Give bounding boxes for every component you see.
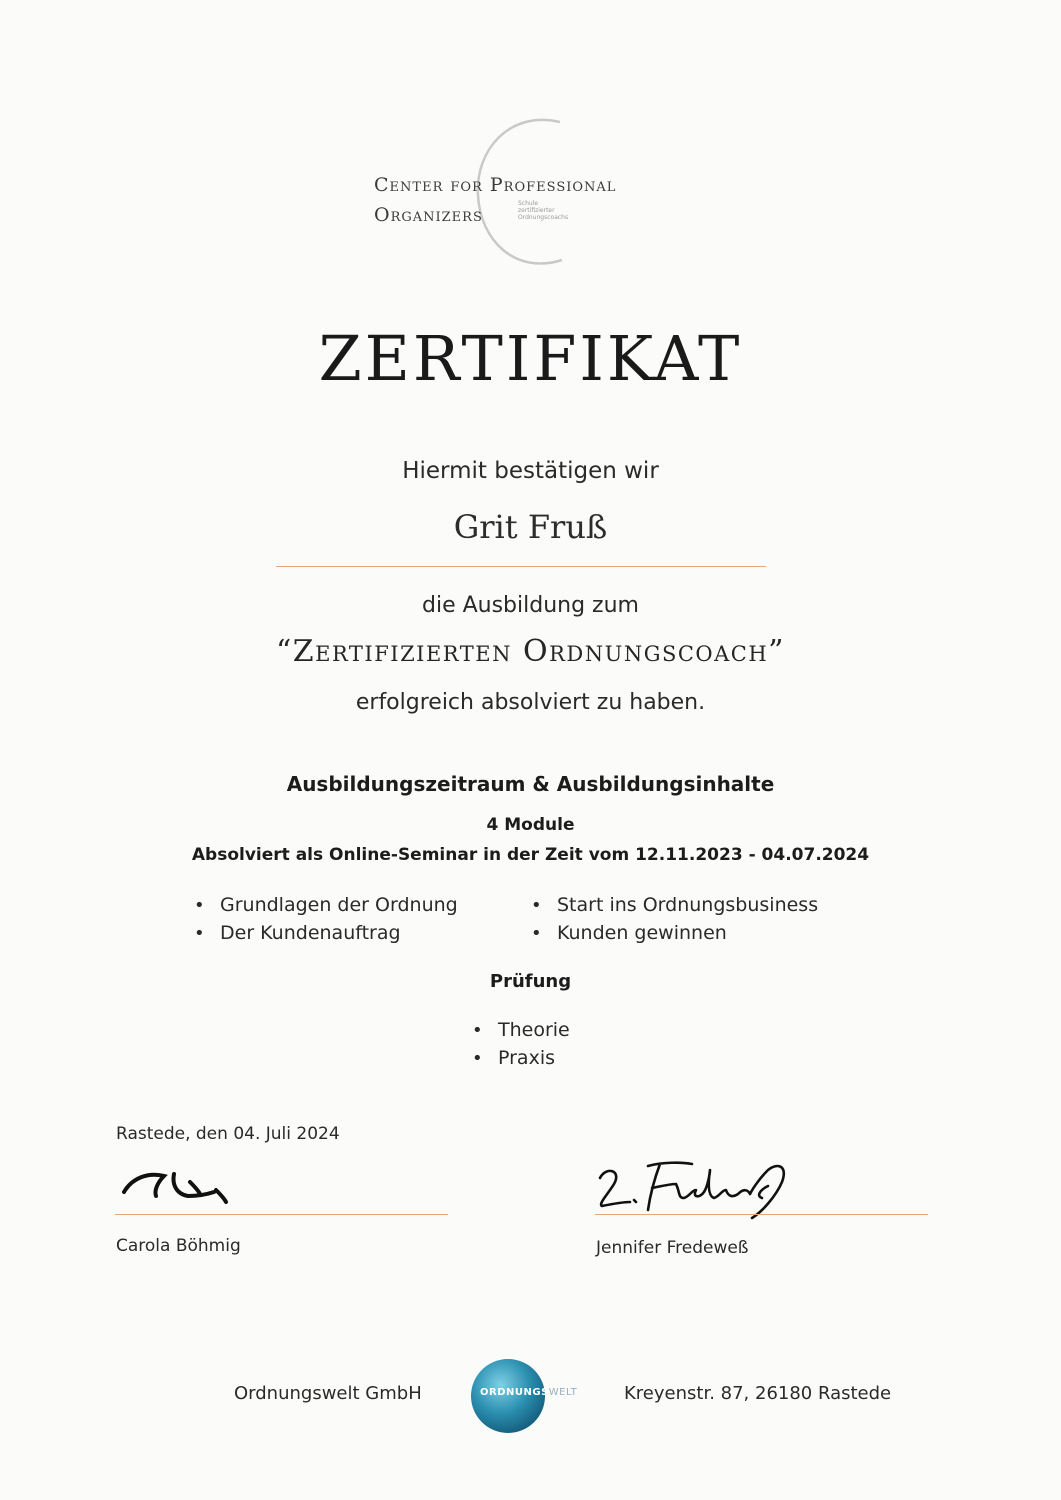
modules-list-left [194, 891, 458, 947]
recipient-underline [276, 566, 766, 567]
ordnungswelt-logo [466, 1358, 578, 1434]
modules-list-right [531, 891, 818, 947]
logo-tagline: Schule zertifizierter Ordnungscoachs [518, 200, 569, 221]
logo-line2: Organizers [374, 204, 483, 226]
certificate-title: ZERTIFIKAT [318, 322, 743, 395]
exam-title: Prüfung [489, 971, 572, 992]
company-name: Ordnungswelt GmbH [234, 1383, 422, 1404]
place-date: Rastede, den 04. Juli 2024 [116, 1124, 340, 1144]
modules-count: 4 Module [486, 815, 575, 835]
logo-line1: Center for Professional [374, 174, 617, 196]
section-title: Ausbildungszeitraum & Ausbildungsinhalte [286, 772, 775, 796]
signature-right-icon [592, 1156, 802, 1222]
training-period: Absolviert als Online-Seminar in der Zeit vom 12.11.2023 - 04.07.2024 [191, 845, 870, 865]
list-item: • Der Kundenauftrag [194, 919, 458, 947]
signature-left-icon [118, 1160, 238, 1210]
course-intro-text: die Ausbildung zum [422, 593, 639, 618]
organizer-logo [360, 110, 690, 280]
list-item: • Grundlagen der Ordnung [194, 891, 458, 919]
list-item: • Kunden gewinnen [531, 919, 818, 947]
signatory-left-name: Carola Böhmig [116, 1236, 241, 1256]
signatory-right-name: Jennifer Fredeweß [596, 1238, 749, 1258]
intro-text: Hiermit bestätigen wir [402, 458, 659, 484]
logo-text-welt: WELT [548, 1387, 578, 1398]
exam-list [472, 1016, 570, 1072]
list-item: • Praxis [472, 1044, 570, 1072]
signature-line-right [595, 1214, 928, 1215]
recipient-name: Grit Fruß [453, 508, 608, 546]
list-item: • Theorie [472, 1016, 570, 1044]
course-title: “Zertifizierten Ordnungscoach” [275, 634, 786, 669]
signature-line-left [115, 1214, 448, 1215]
list-item: • Start ins Ordnungsbusiness [531, 891, 818, 919]
outro-text: erfolgreich absolviert zu haben. [355, 690, 706, 715]
logo-text-ordnungs: ORDNUNGS [480, 1387, 549, 1398]
company-address: Kreyenstr. 87, 26180 Rastede [624, 1383, 892, 1404]
